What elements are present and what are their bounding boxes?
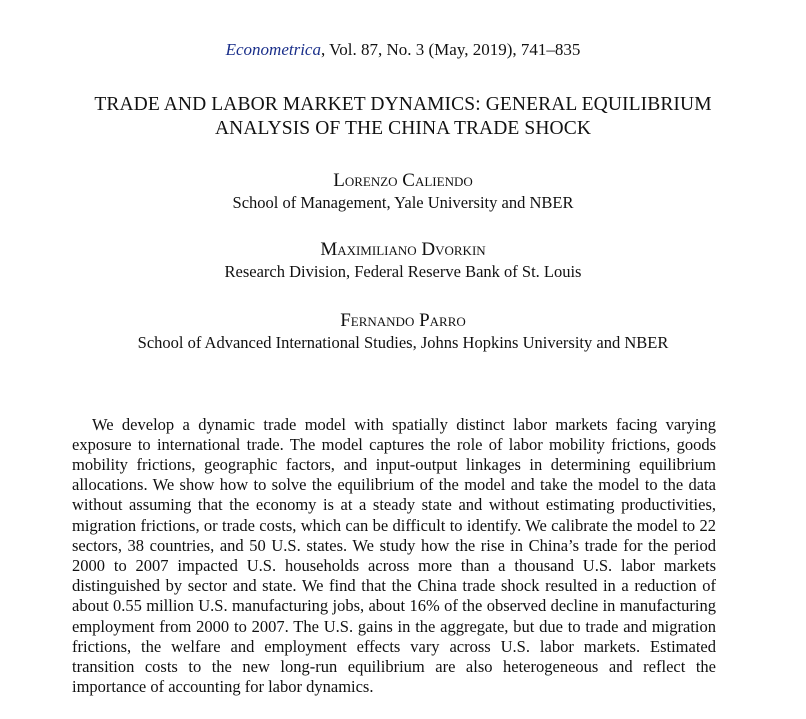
citation-details: , Vol. 87, No. 3 (May, 2019), 741–835 (320, 40, 581, 59)
author-affiliation: Research Division, Federal Reserve Bank of St. Louis (224, 262, 582, 281)
author-affiliation: School of Advanced International Studies, Johns Hopkins University and NBER (137, 333, 669, 352)
author-block-3 (0, 310, 806, 353)
title-line-1: TRADE AND LABOR MARKET DYNAMICS: GENERAL EQUILIBRIUM (94, 94, 712, 115)
author-block-1 (0, 170, 806, 213)
paper-title (0, 93, 806, 141)
author-name: Maximiliano Dvorkin (320, 239, 486, 260)
title-line-2: ANALYSIS OF THE CHINA TRADE SHOCK (214, 118, 592, 139)
abstract-text: We develop a dynamic trade model with spatially distinct labor markets facing varying exposure to international trade. The model captures the role of labor mobility frictions, goods mobility frictions, geographic factors, and input-output linkages in determining equilibrium allocations. We show how to solve the equilibrium of the model and take the model to the data without assuming that the economy is at a steady state and without estimating productivities, migration frictions, or trade costs, which can be difficult to identify. We calibrate the model to 22 sectors, 38 countries, and 50 U.S. states. We study how the rise in China’s trade for the period 2000 to 2007 impacted U.S. households across more than a thousand U.S. labor markets distinguished by sector and state. We find that the China trade shock resulted in a reduction of about 0.55 million U.S. manufacturing jobs, about 16% of the observed decline in manufacturing employment from 2000 to 2007. The U.S. gains in the aggregate, but due to trade and migration frictions, the welfare and employment effects vary across U.S. labor markets. Estimated transition costs to the new long-run equilibrium are also heterogeneous and reflect the importance of accounting for labor dynamics. (72, 414, 716, 697)
journal-citation (0, 40, 806, 60)
author-name: Lorenzo Caliendo (333, 170, 473, 191)
journal-name-link[interactable]: Econometrica (225, 40, 321, 59)
author-name: Fernando Parro (340, 310, 466, 331)
author-block-2 (0, 239, 806, 282)
author-affiliation: School of Management, Yale University and NBER (232, 193, 574, 212)
